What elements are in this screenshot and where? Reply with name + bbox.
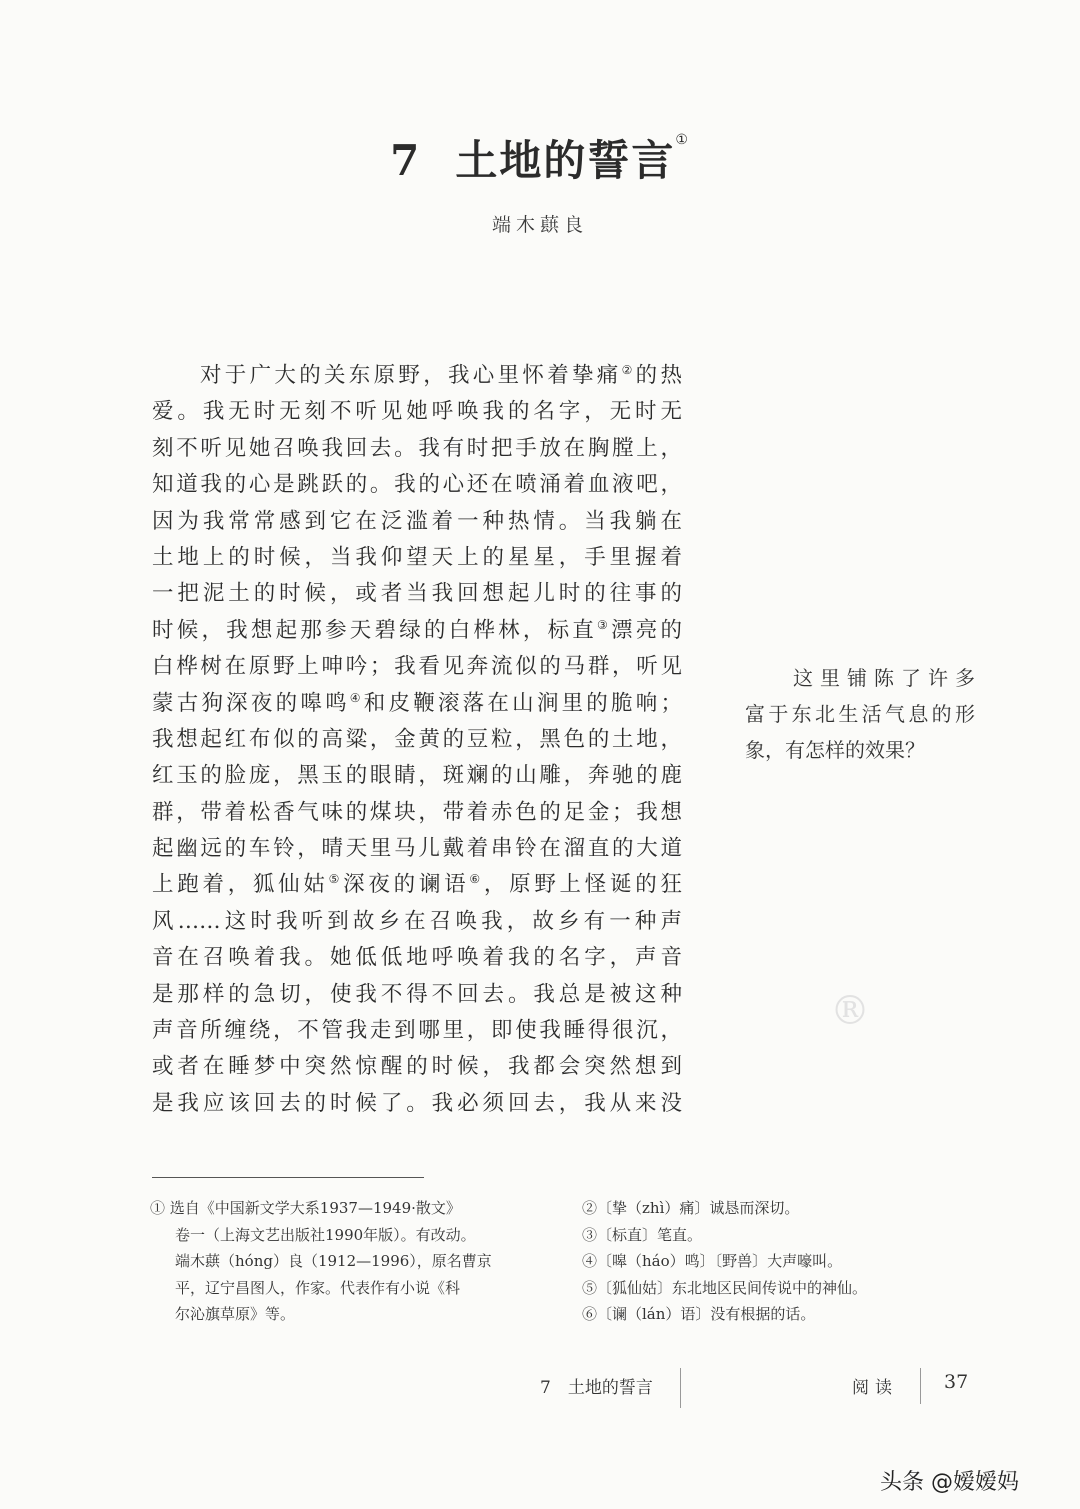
footer-section-label: 阅读 <box>852 1378 898 1398</box>
body-line <box>152 504 682 540</box>
body-text-segment: 蒙古狗深夜的嗥鸣 <box>152 690 350 716</box>
footnote-divider <box>152 1177 424 1178</box>
chapter-title <box>0 128 1080 188</box>
footer-chapter-title: 7 土地的誓言 <box>540 1378 653 1398</box>
footnote-marker: ⑥ <box>469 872 484 887</box>
body-text-segment: 对于广大的关东原野，我心里怀着挚痛 <box>200 363 622 388</box>
chapter-title-text: 土地的誓言 <box>455 136 676 185</box>
body-line <box>152 831 682 867</box>
body-text-segment: 土地上的时候，当我仰望天上的星星，手里握着 <box>152 544 682 570</box>
footnote-line: ⑤〔狐仙姑〕东北地区民间传说中的神仙。 <box>582 1278 868 1297</box>
body-text-segment: 是我应该回去的时候了。我必须回去，我从来没 <box>152 1090 682 1116</box>
body-line <box>152 540 682 576</box>
author-name: 端木蕻良 <box>491 214 588 236</box>
body-line <box>152 1049 682 1085</box>
body-line <box>152 940 682 976</box>
footnotes-left <box>150 1195 550 1328</box>
body-text-segment: 红玉的脸庞，黑玉的眼睛，斑斓的山雕，奔驰的鹿 <box>152 763 682 789</box>
body-line <box>152 358 682 394</box>
body-text-segment: 是那样的急切，使我不得不回去。我总是被这种 <box>152 981 682 1007</box>
body-text-segment: 知道我的心是跳跃的。我的心还在喷涌着血液吧， <box>152 472 682 498</box>
footnote-line: 端木蕻（hóng）良（1912—1996），原名曹京 <box>175 1252 492 1270</box>
watermark-registered-mark: ® <box>830 988 870 1034</box>
page-footer <box>0 1368 1080 1408</box>
footnote-marker: ④ <box>349 690 364 705</box>
source-credit: 头条 @嫒嫒妈 <box>880 1470 1019 1495</box>
chapter-number: 7 <box>390 136 422 185</box>
body-text-segment: 刻不听见她召唤我回去。我有时把手放在胸膛上， <box>152 435 682 461</box>
body-text-segment: 深夜的谰语 <box>343 872 470 898</box>
footnote-line: ④〔嗥（háo）鸣〕〔野兽〕大声嚎叫。 <box>582 1252 843 1270</box>
page-number: 37 <box>944 1371 969 1393</box>
body-text-segment: 漂亮的 <box>611 617 682 643</box>
footnote-line: ③〔标直〕笔直。 <box>582 1225 703 1244</box>
body-text-segment: 群，带着松香气味的煤块，带着赤色的足金；我想 <box>152 799 682 825</box>
body-text-segment: 我想起红布似的高粱，金黄的豆粒，黑色的土地， <box>152 726 682 752</box>
footnote-line: ②〔挚（zhì）痛〕诚恳而深切。 <box>582 1199 800 1217</box>
body-line <box>152 576 682 612</box>
footnote-marker: ② <box>621 362 636 377</box>
body-text-segment: 起幽远的车铃，晴天里马儿戴着串铃在溜直的大道 <box>152 836 682 862</box>
body-line <box>152 686 682 722</box>
footnote-line: ① 选自《中国新文学大系1937—1949·散文》 <box>150 1199 461 1217</box>
footer-divider <box>680 1368 681 1408</box>
footnote-line: 平，辽宁昌图人，作家。代表作有小说《科 <box>175 1278 461 1297</box>
body-text <box>152 358 682 1122</box>
body-text-segment: 白桦树在原野上呻吟；我看见奔流似的马群，听见 <box>152 654 682 680</box>
body-line <box>152 867 682 903</box>
body-line <box>152 1013 682 1049</box>
body-text-segment: 爱。我无时无刻不听见她呼唤我的名字，无时无 <box>152 399 682 425</box>
body-line <box>152 649 682 685</box>
body-text-segment: 的热 <box>635 363 682 388</box>
body-line <box>152 431 682 467</box>
body-text-segment: 时候，我想起那参天碧绿的白桦林，标直 <box>152 617 598 643</box>
margin-note-line: 这里铺陈了许多 <box>793 666 975 690</box>
margin-note-line: 富于东北生活气息的形 <box>745 702 975 726</box>
footnote-line: 尔沁旗草原》等。 <box>175 1305 296 1323</box>
body-line <box>152 613 682 649</box>
body-text-segment: ，原野上怪诞的狂 <box>483 872 682 898</box>
body-line <box>152 467 682 503</box>
footer-divider <box>920 1368 921 1404</box>
body-line <box>152 758 682 794</box>
footnote-line: 卷一（上海文艺出版社1990年版）。有改动。 <box>175 1225 476 1244</box>
margin-note-line: 象，有怎样的效果？ <box>745 738 925 762</box>
body-text-segment: 上跑着，狐仙姑 <box>152 872 329 898</box>
body-text-segment: 声音所缠绕，不管我走到哪里，即使我睡得很沉， <box>152 1018 682 1044</box>
body-text-segment: 和皮鞭滚落在山涧里的脆响； <box>363 690 682 716</box>
body-text-segment: 或者在睡梦中突然惊醒的时候，我都会突然想到 <box>152 1054 682 1080</box>
body-text-segment: 一把泥土的时候，或者当我回想起儿时的往事的 <box>152 581 682 607</box>
footnotes-right <box>582 1195 962 1328</box>
title-footnote-mark: ① <box>675 132 690 148</box>
footnote-line: ⑥〔谰（lán）语〕没有根据的话。 <box>582 1305 816 1323</box>
body-line <box>152 722 682 758</box>
footnote-marker: ③ <box>597 617 612 632</box>
body-line <box>152 795 682 831</box>
body-text-segment: 音在召唤着我。她低低地呼唤着我的名字，声音 <box>152 945 682 971</box>
body-text-segment: 风……这时我听到故乡在召唤我，故乡有一种声 <box>152 908 682 934</box>
body-line <box>152 394 682 430</box>
body-line <box>152 977 682 1013</box>
footnote-marker: ⑤ <box>328 872 344 887</box>
body-line <box>152 904 682 940</box>
body-text-segment: 因为我常常感到它在泛滥着一种热情。当我躺在 <box>152 508 682 534</box>
margin-note <box>745 660 975 768</box>
body-line <box>152 1086 682 1122</box>
